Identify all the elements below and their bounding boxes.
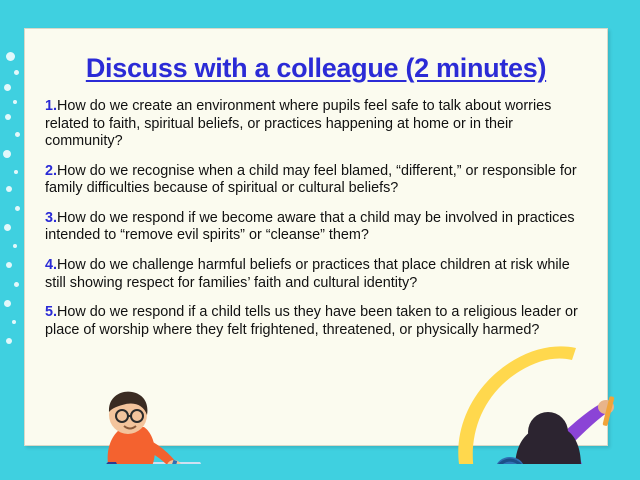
question-item bbox=[41, 98, 591, 151]
question-item bbox=[41, 163, 591, 198]
page-title: Discuss with a colleague (2 minutes) bbox=[85, 53, 547, 83]
question-text: How do we create an environment where pupils feel safe to talk about worries related to faith, spiritual beliefs, or practices happening at home or in their community? bbox=[45, 98, 552, 150]
question-text: How do we respond if we become aware that a child may be involved in practices intended to “remove evil spirits” or “cleanse” them? bbox=[45, 209, 575, 244]
question-text: How do we challenge harmful beliefs or practices that place children at risk while still showing respect for families’ faith and cultural identity? bbox=[45, 256, 570, 291]
question-number: 5. bbox=[45, 304, 58, 321]
question-number: 1. bbox=[45, 98, 58, 114]
question-item bbox=[41, 257, 591, 292]
question-item bbox=[41, 304, 591, 339]
question-number: 2. bbox=[45, 162, 58, 179]
question-number: 3. bbox=[45, 209, 58, 226]
question-text: How do we respond if a child tells us they have been taken to a religious leader or place of worship where they felt frightened, threatened, or physically harmed? bbox=[45, 304, 578, 338]
question-item bbox=[41, 210, 591, 245]
question-number: 4. bbox=[45, 256, 58, 273]
bottom-strip bbox=[0, 464, 640, 480]
content-card bbox=[24, 28, 608, 446]
question-text: How do we recognise when a child may feel blamed, “different,” or responsible for family difficulties because of spiritual or cultural beliefs? bbox=[45, 162, 577, 197]
